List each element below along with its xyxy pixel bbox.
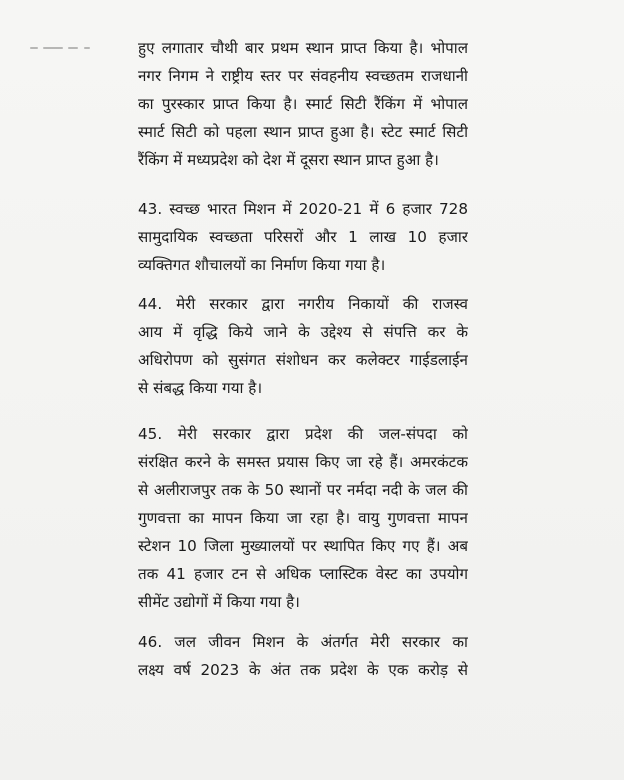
text-line: से संबद्ध किया गया है।: [138, 379, 263, 397]
text-line: सीमेंट उद्योगों में किया गया है।: [138, 593, 300, 611]
text-line: तक 41 हजार टन से अधिक प्लास्टिक वेस्ट का उपयोग: [138, 565, 468, 583]
text-line: 44. मेरी सरकार द्वारा नगरीय निकायों की राजस्व: [138, 295, 468, 313]
text-line: से अलीराजपुर तक के 50 स्थानों पर नर्मदा नदी के जल की: [138, 481, 468, 499]
text-line: संरक्षित करने के समस्त प्रयास किए जा रहे हैं। अमरकंटक: [138, 453, 468, 471]
text-line: नगर निगम ने राष्ट्रीय स्तर पर संवहनीय स्वच्छतम राजधानी: [138, 67, 468, 85]
text-line: व्यक्तिगत शौचालयों का निर्माण किया गया है।: [138, 256, 386, 274]
text-line: 46. जल जीवन मिशन के अंतर्गत मेरी सरकार का: [138, 633, 468, 651]
text-line: आय में वृद्धि किये जाने के उद्देश्य से संपत्ति कर के: [138, 323, 468, 341]
text-line: का पुरस्कार प्राप्त किया है। स्मार्ट सिटी रैंकिंग में भोपाल: [138, 95, 468, 113]
text-line: अधिरोपण को सुसंगत संशोधन कर कलेक्टर गाईडलाईन: [138, 351, 468, 369]
text-line: रैंकिंग में मध्यप्रदेश को देश में दूसरा स्थान प्राप्त हुआ है।: [138, 151, 439, 169]
text-line: लक्ष्य वर्ष 2023 के अंत तक प्रदेश के एक करोड़ से: [138, 661, 468, 679]
paragraph-43: [138, 195, 468, 279]
paragraph-45: [138, 420, 468, 616]
text-line: स्मार्ट सिटी को पहला स्थान प्राप्त हुआ है। स्टेट स्मार्ट सिटी: [138, 123, 468, 141]
text-line: गुणवत्ता का मापन किया जा रहा है। वायु गुणवत्ता मापन: [138, 509, 468, 527]
scan-mark-decoration: [30, 44, 94, 52]
paragraph-46: [138, 628, 468, 684]
text-line: 45. मेरी सरकार द्वारा प्रदेश की जल-संपदा को: [138, 425, 468, 443]
text-line: सामुदायिक स्वच्छता परिसरों और 1 लाख 10 हजार: [138, 228, 468, 246]
text-line: हुए लगातार चौथी बार प्रथम स्थान प्राप्त किया है। भोपाल: [138, 39, 468, 57]
text-line: 43. स्वच्छ भारत मिशन में 2020-21 में 6 हजार 728: [138, 200, 468, 218]
paragraph-continuation: [138, 34, 468, 174]
text-line: स्टेशन 10 जिला मुख्यालयों पर स्थापित किए गए हैं। अब: [138, 537, 468, 555]
paragraph-44: [138, 290, 468, 402]
